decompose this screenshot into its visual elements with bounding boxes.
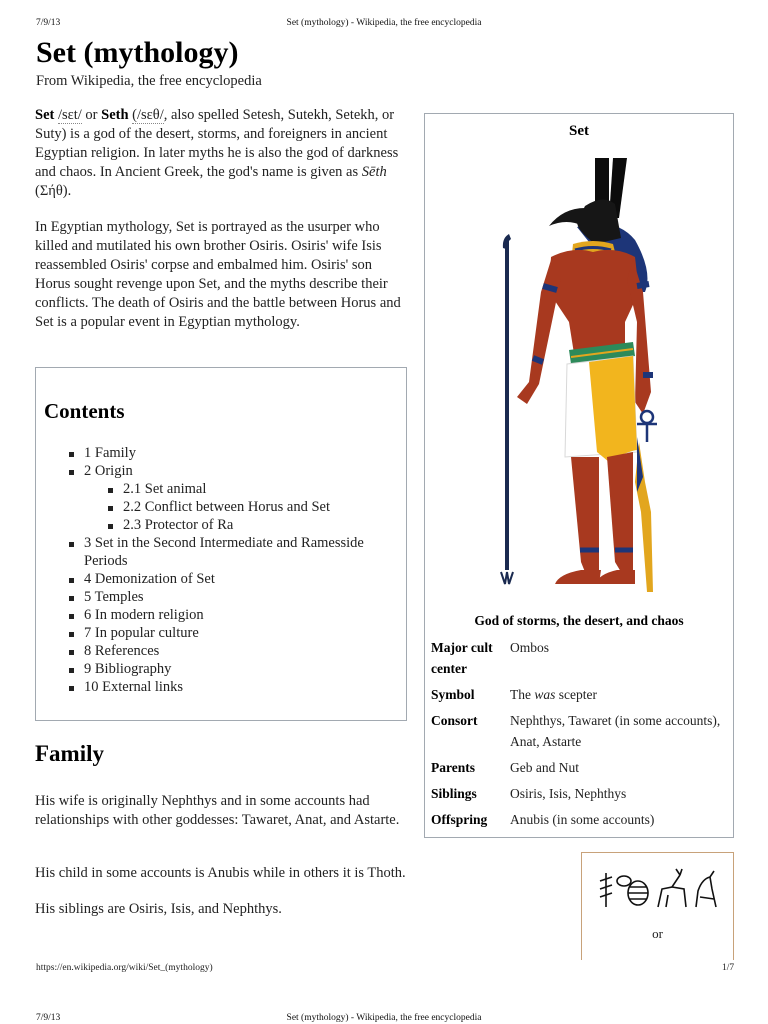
page-title: Set (mythology) [36,36,239,69]
toc-item-external-links[interactable]: 10 External links [84,679,184,695]
infobox-value-siblings[interactable]: Osiris, Isis, Nephthys [510,786,627,801]
footer-url[interactable]: https://en.wikipedia.org/wiki/Set_(mythology) [36,963,213,973]
next-page-title: Set (mythology) - Wikipedia, the free encyclopedia [286,1013,482,1023]
toc-item-bibliography[interactable]: 9 Bibliography [84,661,172,677]
toc-item-family[interactable]: 1 Family [84,445,136,461]
set-illustration[interactable] [485,152,685,607]
infobox-value-parents[interactable]: Geb and Nut [510,760,579,775]
ipa-set[interactable]: /sɛt/ [57,107,82,123]
was-scepter-link[interactable]: was [534,687,556,702]
toc-item-second-intermediate-cont[interactable]: Periods [84,553,128,569]
toc-item-set-animal[interactable]: 2.1 Set animal [123,481,207,497]
hieroglyph-box [581,852,734,960]
family-paragraph-1: His wife is originally Nephthys and in some accounts had relationships with other goddesses: Tawaret, Anat, and Astarte. [35,793,400,828]
infobox-label-siblings: Siblings [431,786,477,801]
toc-item-temples[interactable]: 5 Temples [84,589,144,605]
family-paragraph-2: His child in some accounts is Anubis while in others it is Thoth. [35,865,406,881]
intro-paragraph: Set /sɛt/ or Seth (/sɛθ/, also spelled Setesh, Sutekh, Setekh, or Suty) is a god of the desert, storms, and foreigners in ancient Egyptian religion. In later myths he is also the god of darkness and chaos. In Ancient Greek, the god's name is given as Sēth (Σήθ). [35,107,399,199]
name-set: Set [35,107,55,123]
page-tagline: From Wikipedia, the free encyclopedia [36,73,262,89]
toc-item-second-intermediate[interactable]: 3 Set in the Second Intermediate and Ramesside [84,535,364,551]
toc-item-popular-culture[interactable]: 7 In popular culture [84,625,199,641]
infobox-value-symbol: The was scepter [510,687,597,702]
name-seth: Seth [101,107,129,123]
infobox-value-consort[interactable]: Nephthys, Tawaret (in some accounts), Anat, Astarte [510,713,721,749]
toc-item-modern-religion[interactable]: 6 In modern religion [84,607,204,623]
family-paragraph-3: His siblings are Osiris, Isis, and Nephthys. [35,901,282,917]
infobox-caption: God of storms, the desert, and chaos [474,613,684,628]
footer-page-number: 1/7 [722,963,735,973]
toc-item-references[interactable]: 8 References [84,643,160,659]
infobox-label-cult-center: Major cult center [431,640,493,676]
infobox-label-consort: Consort [431,713,478,728]
print-page-title: Set (mythology) - Wikipedia, the free encyclopedia [286,18,482,28]
infobox-value-offspring[interactable]: Anubis (in some accounts) [510,812,655,827]
infobox-label-offspring: Offspring [431,812,488,827]
section-heading-family: Family [35,741,104,766]
next-page-date: 7/9/13 [36,1013,61,1023]
infobox [424,113,734,838]
infobox-label-symbol: Symbol [431,687,475,702]
hieroglyph-set-name [596,867,721,911]
toc-item-conflict[interactable]: 2.2 Conflict between Horus and Set [123,499,330,515]
infobox-title: Set [569,123,589,139]
toc-item-protector[interactable]: 2.3 Protector of Ra [123,517,234,533]
greek-translit: Sēth [361,164,387,180]
infobox-value-cult-center[interactable]: Ombos [510,640,550,655]
toc-title: Contents [44,399,125,423]
infobox-label-parents: Parents [431,760,475,775]
table-of-contents [35,367,407,721]
toc-item-demonization[interactable]: 4 Demonization of Set [84,571,215,587]
print-date: 7/9/13 [36,18,61,28]
paragraph-mythology: In Egyptian mythology, Set is portrayed as the usurper who killed and mutilated his own brother Osiris. Osiris' wife Isis reassembled Osiris' corpse and embalmed him. Osiris' son Horus sought revenge upon Set, and the myths describe their conflicts. The death of Osiris and the battle between Horus and Set is a popular event in Egyptian mythology. [35,219,401,330]
hieroglyph-or: or [652,926,663,941]
ipa-seth[interactable]: (/sɛθ/ [132,107,164,123]
toc-item-origin[interactable]: 2 Origin [84,463,133,479]
